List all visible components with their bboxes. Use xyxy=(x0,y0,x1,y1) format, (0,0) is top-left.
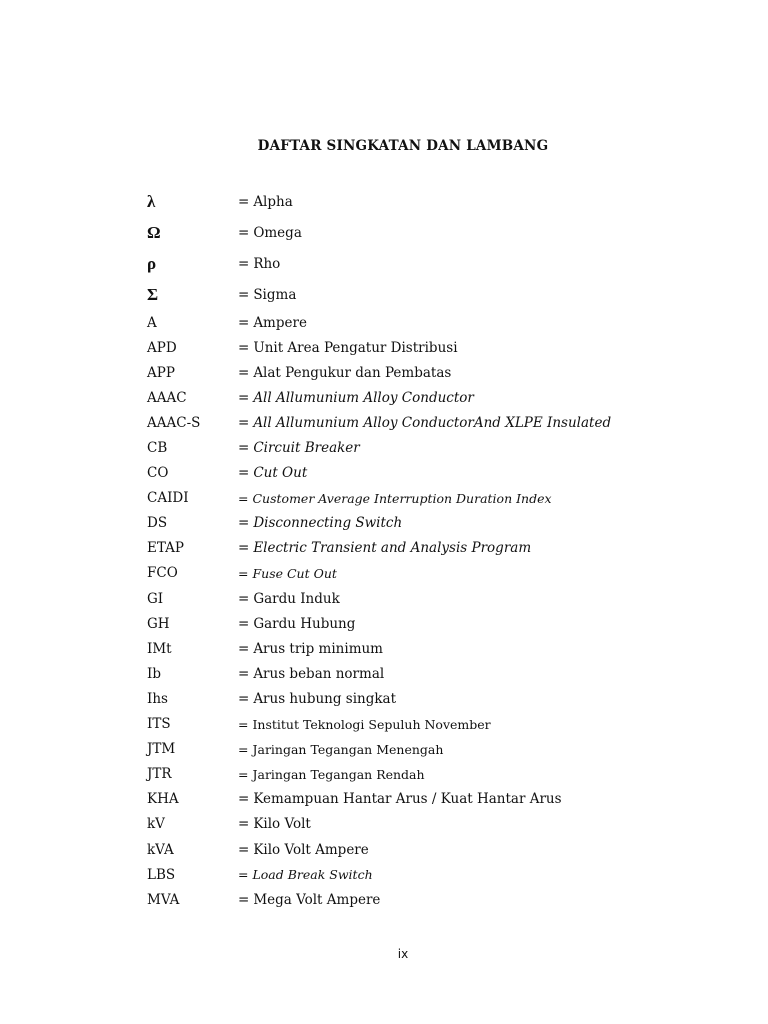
definition-text: Fuse Cut Out xyxy=(252,565,337,581)
equals-sign: = xyxy=(238,339,250,356)
definition-text: Alat Pengukur dan Pembatas xyxy=(253,364,452,381)
definition-text: Circuit Breaker xyxy=(253,440,360,457)
equals-sign: = xyxy=(238,540,250,557)
equals-sign: = xyxy=(238,465,250,482)
definition-text: Customer Average Interruption Duration Index xyxy=(252,490,552,506)
abbreviation-term: APP xyxy=(147,364,175,381)
definition-text: Gardu Hubung xyxy=(253,615,356,632)
equals-sign: = xyxy=(238,224,250,241)
definition xyxy=(238,867,747,882)
list-item xyxy=(147,511,747,536)
definition-text: Disconnecting Switch xyxy=(253,515,403,532)
list-item xyxy=(147,360,747,385)
definition xyxy=(238,287,747,303)
definition xyxy=(238,742,747,757)
list-item xyxy=(147,248,747,279)
equals-sign: = xyxy=(238,867,249,883)
list-item xyxy=(147,586,747,611)
definition xyxy=(238,256,747,272)
equals-sign: = xyxy=(238,891,250,908)
list-item xyxy=(147,536,747,561)
abbreviation-term: AAAC-S xyxy=(147,414,201,431)
abbreviation-term: LBS xyxy=(147,866,176,883)
definition-text: Arus trip minimum xyxy=(253,640,383,657)
definition xyxy=(238,791,747,807)
list-item xyxy=(147,837,747,862)
definition-text: All Allumunium Alloy ConductorAnd XLPE Insulated xyxy=(253,414,612,431)
equals-sign: = xyxy=(238,314,250,331)
abbreviation-term: GH xyxy=(147,615,170,632)
definition xyxy=(238,892,747,908)
list-item xyxy=(147,812,747,837)
equals-sign: = xyxy=(238,816,250,833)
equals-sign: = xyxy=(238,364,250,381)
list-item xyxy=(147,186,747,217)
definition xyxy=(238,390,747,406)
abbreviation-term: CAIDI xyxy=(147,490,189,507)
equals-sign: = xyxy=(238,590,250,607)
list-item xyxy=(147,712,747,737)
definition-text: Kilo Volt Ampere xyxy=(253,841,369,858)
definition xyxy=(238,515,747,531)
equals-sign: = xyxy=(238,640,250,657)
definition xyxy=(238,365,747,381)
definition-text: Mega Volt Ampere xyxy=(253,891,381,908)
list-item xyxy=(147,385,747,410)
equals-sign: = xyxy=(238,841,250,858)
abbreviation-term: kV xyxy=(147,816,165,833)
abbreviation-term: ETAP xyxy=(147,540,184,557)
abbreviation-term: Ihs xyxy=(147,690,168,707)
definition xyxy=(238,816,747,832)
list-item xyxy=(147,862,747,887)
definition xyxy=(238,540,747,556)
definition xyxy=(238,194,747,210)
equals-sign: = xyxy=(238,286,250,303)
symbol-term: ρ xyxy=(147,253,157,273)
abbreviation-term: JTM xyxy=(147,741,176,758)
definition xyxy=(238,440,747,456)
definition xyxy=(238,641,747,657)
abbreviation-term: IMt xyxy=(147,640,172,657)
definition xyxy=(238,315,747,331)
definition xyxy=(238,591,747,607)
definition xyxy=(238,842,747,858)
definition-text: Jaringan Tegangan Rendah xyxy=(252,766,425,782)
abbreviation-term: kVA xyxy=(147,841,174,858)
equals-sign: = xyxy=(238,565,249,581)
symbol-term: λ xyxy=(147,191,156,211)
list-item xyxy=(147,787,747,812)
definition xyxy=(238,465,747,481)
equals-sign: = xyxy=(238,414,250,431)
definition xyxy=(238,225,747,241)
equals-sign: = xyxy=(238,515,250,532)
page-number: ix xyxy=(397,947,409,961)
list-item xyxy=(147,410,747,435)
list-item xyxy=(147,661,747,686)
definition xyxy=(238,666,747,682)
list-item xyxy=(147,486,747,511)
abbreviation-term: AAAC xyxy=(147,389,187,406)
equals-sign: = xyxy=(238,193,250,210)
definition-text: All Allumunium Alloy Conductor xyxy=(253,389,474,406)
definition-text: Institut Teknologi Sepuluh November xyxy=(252,716,491,732)
abbreviation-list xyxy=(147,186,747,912)
equals-sign: = xyxy=(238,389,250,406)
definition-text: Alpha xyxy=(253,193,293,210)
definition-text: Kilo Volt xyxy=(253,816,311,833)
list-item xyxy=(147,636,747,661)
list-item xyxy=(147,461,747,486)
equals-sign: = xyxy=(238,690,250,707)
definition-text: Arus hubung singkat xyxy=(253,690,397,707)
definition-text: Omega xyxy=(253,224,302,241)
equals-sign: = xyxy=(238,665,250,682)
list-item xyxy=(147,611,747,636)
equals-sign: = xyxy=(238,615,250,632)
equals-sign: = xyxy=(238,741,249,757)
definition-text: Gardu Induk xyxy=(253,590,340,607)
list-item xyxy=(147,335,747,360)
definition-text: Rho xyxy=(253,255,281,272)
abbreviation-term: MVA xyxy=(147,891,180,908)
definition xyxy=(238,717,747,732)
definition xyxy=(238,566,747,581)
definition-text: Ampere xyxy=(253,314,307,331)
definition xyxy=(238,691,747,707)
page-title: DAFTAR SINGKATAN DAN LAMBANG xyxy=(257,138,549,154)
list-item xyxy=(147,435,747,460)
definition-text: Sigma xyxy=(253,286,297,303)
abbreviation-term: FCO xyxy=(147,565,178,582)
abbreviation-term: CO xyxy=(147,465,169,482)
list-item xyxy=(147,686,747,711)
definition xyxy=(238,767,747,782)
definition xyxy=(238,415,747,431)
abbreviation-term: CB xyxy=(147,440,168,457)
list-item xyxy=(147,310,747,335)
definition-text: Cut Out xyxy=(253,465,308,482)
abbreviation-term: Ib xyxy=(147,665,161,682)
abbreviation-term: A xyxy=(147,314,157,331)
abbreviation-term: KHA xyxy=(147,791,179,808)
equals-sign: = xyxy=(238,791,250,808)
abbreviation-term: APD xyxy=(147,339,177,356)
list-item xyxy=(147,561,747,586)
definition-text: Kemampuan Hantar Arus / Kuat Hantar Arus xyxy=(253,791,562,808)
definition-text: Unit Area Pengatur Distribusi xyxy=(253,339,458,356)
equals-sign: = xyxy=(238,766,249,782)
definition xyxy=(238,340,747,356)
abbreviation-term: JTR xyxy=(147,766,172,783)
equals-sign: = xyxy=(238,255,250,272)
symbol-term: Ω xyxy=(147,222,161,242)
list-item xyxy=(147,762,747,787)
list-item xyxy=(147,279,747,310)
list-item xyxy=(147,737,747,762)
definition-text: Arus beban normal xyxy=(253,665,385,682)
definition xyxy=(238,491,747,506)
abbreviation-term: GI xyxy=(147,590,164,607)
symbol-term: Σ xyxy=(147,284,159,304)
abbreviation-term: DS xyxy=(147,515,168,532)
equals-sign: = xyxy=(238,490,249,506)
abbreviation-term: ITS xyxy=(147,716,171,733)
definition-text: Load Break Switch xyxy=(252,867,373,883)
equals-sign: = xyxy=(238,440,250,457)
list-item xyxy=(147,887,747,912)
list-item xyxy=(147,217,747,248)
definition-text: Jaringan Tegangan Menengah xyxy=(252,741,444,757)
definition-text: Electric Transient and Analysis Program xyxy=(253,540,532,557)
equals-sign: = xyxy=(238,716,249,732)
definition xyxy=(238,616,747,632)
